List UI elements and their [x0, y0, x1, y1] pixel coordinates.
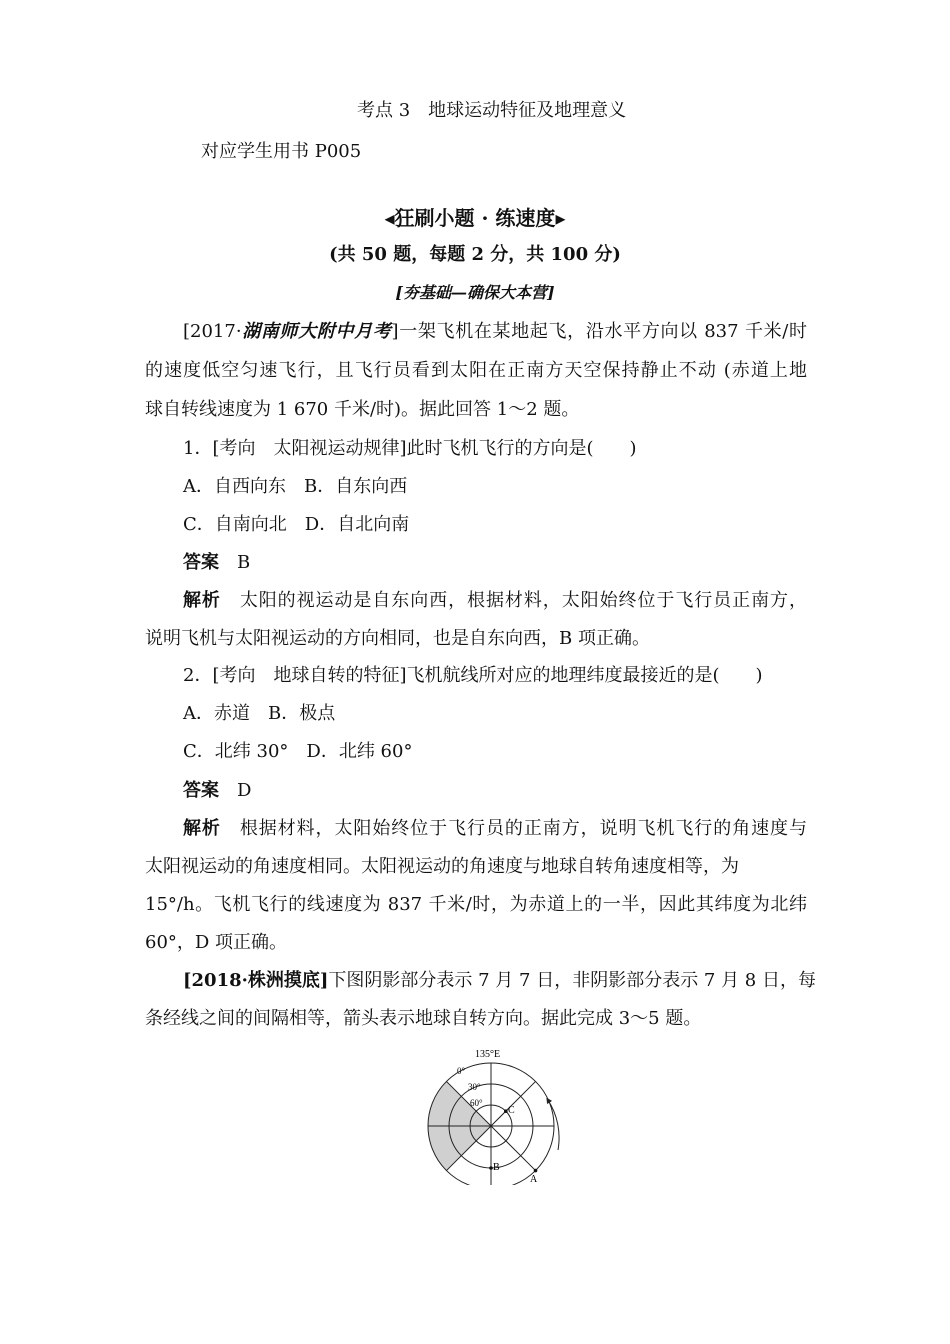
- passage2-line1-text: 下图阴影部分表示 7 月 7 日，非阴影部分表示 7 月 8 日，每: [328, 970, 816, 991]
- point-a-dot: [534, 1169, 538, 1173]
- section-title: 考点 3 地球运动特征及地理意义: [357, 100, 627, 121]
- banner-left-mark: ◂: [384, 206, 395, 230]
- q2-option-c: C．北纬 30°: [183, 741, 289, 762]
- q2-answer-label: 答案: [183, 780, 219, 801]
- q1-option-b: B．自东向西: [304, 476, 408, 497]
- passage2-source: [2018·株洲摸底]: [183, 970, 329, 991]
- passage2-line1: [183, 969, 816, 993]
- point-b-label: B: [493, 1162, 500, 1173]
- q1-options-row2: [183, 513, 427, 537]
- subsection-heading: [夯基础—确保大本营]: [395, 283, 555, 302]
- q1-analysis-line2: 说明飞机与太阳视运动的方向相同，也是自东向西，B 项正确。: [145, 628, 650, 649]
- point-c-label: C: [508, 1105, 515, 1116]
- banner-title: [0, 205, 950, 231]
- q2-analysis-line4: 60°，D 项正确。: [145, 932, 288, 953]
- q2-option-b: B．极点: [268, 703, 336, 724]
- q2-options-row2: [183, 740, 430, 764]
- q1-answer: [183, 551, 250, 575]
- passage1-source-suffix: ]: [391, 321, 399, 342]
- q1-answer-value: B: [237, 552, 251, 573]
- q1-analysis-line1: [183, 589, 807, 613]
- q2-options-row1: [183, 702, 353, 726]
- q2-answer: [183, 779, 251, 803]
- latitude-30-label: 30°: [468, 1082, 481, 1092]
- meridian-135e-label: 135°E: [475, 1049, 501, 1060]
- q2-analysis-text1: 根据材料，太阳始终位于飞行员的正南方，说明飞机飞行的角速度与: [238, 818, 807, 839]
- passage1-source-name: 湖南师大附中月考: [241, 321, 392, 342]
- q2-analysis-line1: [183, 817, 807, 841]
- q1-analysis-text1: 太阳的视运动是自东向西，根据材料，太阳始终位于飞行员正南方，: [238, 590, 807, 611]
- latitude-0-label: 0°: [457, 1066, 466, 1076]
- q2-answer-value: D: [237, 780, 252, 801]
- passage1-line1: [183, 320, 807, 344]
- q1-option-a: A．自西向东: [183, 476, 286, 497]
- banner-right-mark: ▸: [555, 206, 566, 230]
- q2-analysis-label: 解析: [183, 818, 221, 839]
- earth-polar-diagram: [420, 1040, 570, 1185]
- q2-analysis-line2: 太阳视运动的角速度相同。太阳视运动的角速度与地球自转角速度相等，为: [145, 856, 739, 877]
- score-note: (共 50 题，每题 2 分，共 100 分): [329, 244, 621, 265]
- q2-stem: 2．[考向 地球自转的特征]飞机航线所对应的地理纬度最接近的是( ): [183, 665, 763, 686]
- banner-title-text: 狂刷小题 · 练速度: [394, 206, 556, 230]
- passage1-line3: 球自转线速度为 1 670 千米/时)。据此回答 1～2 题。: [145, 399, 580, 420]
- book-reference: 对应学生用书 P005: [201, 141, 362, 162]
- q1-stem: 1．[考向 太阳视运动规律]此时飞机飞行的方向是( ): [183, 438, 637, 459]
- q1-option-d: D．自北向南: [304, 514, 410, 535]
- passage2-line2: 条经线之间的间隔相等，箭头表示地球自转方向。据此完成 3～5 题。: [145, 1008, 702, 1029]
- q2-option-a: A．赤道: [183, 703, 250, 724]
- q1-answer-label: 答案: [183, 552, 219, 573]
- q1-option-c: C．自南向北: [183, 514, 287, 535]
- q1-options-row1: [183, 475, 425, 499]
- q2-option-d: D．北纬 60°: [306, 741, 413, 762]
- passage1-source-prefix: [2017·: [183, 321, 242, 342]
- point-a-label: A: [530, 1174, 538, 1185]
- q2-analysis-line3: 15°/h。飞机飞行的线速度为 837 千米/时，为赤道上的一半，因此其纬度为北纬: [145, 894, 807, 915]
- passage1-line2: 的速度低空匀速飞行，且飞行员看到太阳在正南方天空保持静止不动 (赤道上地: [145, 360, 807, 381]
- latitude-60-label: 60°: [470, 1098, 483, 1108]
- passage1-line1-text: 一架飞机在某地起飞，沿水平方向以 837 千米/时: [398, 321, 807, 342]
- q1-analysis-label: 解析: [183, 590, 221, 611]
